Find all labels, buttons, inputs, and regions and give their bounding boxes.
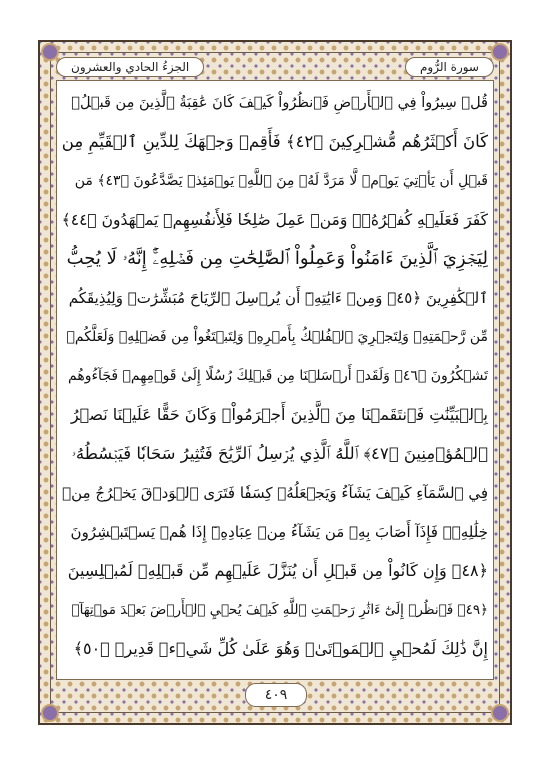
juz-name: الجزءُ الحادي والعشرون (56, 57, 204, 77)
text-line: كَانَ أَكۡثَرُهُم مُّشۡرِكِينَ ﴿٤٢﴾ فَأَقِمۡ وَجۡهَكَ لِلدِّينِ ٱلۡقَيِّمِ مِن (61, 132, 488, 151)
text-line: ٱلۡكَٰفِرِينَ ﴿٤٥﴾ وَمِنۡ ءَايَٰتِهِۦٓ أَن يُرۡسِلَ ٱلرِّيَاحَ مُبَشِّرَٰتٖ وَلِيُذِيقَكُم (68, 288, 488, 307)
page-number: ٤٠٩ (245, 683, 307, 707)
text-line: قُلۡ سِيرُواْ فِي ٱلۡأَرۡضِ فَٱنظُرُواْ كَيۡفَ كَانَ عَٰقِبَةُ ٱلَّذِينَ مِن قَبۡلُۚ (71, 94, 488, 111)
text-line: إِنَّ ذَٰلِكَ لَمُحۡيِ ٱلۡمَوۡتَىٰۖ وَهُوَ عَلَىٰ كُلِّ شَيۡءٖ قَدِيرٞ ﴿٥٠﴾ (73, 639, 488, 658)
text-line: خِلَٰلِهِۦۖ فَإِذَآ أَصَابَ بِهِۦ مَن يَشَآءُ مِنۡ عِبَادِهِۦٓ إِذَا هُمۡ يَسۡتَبۡشِرُونَ (70, 522, 488, 541)
corner-ornament-icon (41, 704, 59, 722)
text-line: كَفَرَ فَعَلَيۡهِ كُفۡرُهُۥۖ وَمَنۡ عَمِلَ صَٰلِحٗا فَلِأَنفُسِهِمۡ يَمۡهَدُونَ ﴿٤٤﴾ (61, 210, 488, 229)
text-line: تَشۡكُرُونَ ﴿٤٦﴾ وَلَقَدۡ أَرۡسَلۡنَا مِن قَبۡلِكَ رُسُلًا إِلَىٰ قَوۡمِهِمۡ فَجَآءُوهُم (68, 367, 488, 384)
text-line: ﴿٤٨﴾ وَإِن كَانُواْ مِن قَبۡلِ أَن يُنَزَّلَ عَلَيۡهِم مِّن قَبۡلِهِۦ لَمُبۡلِسِينَ (67, 561, 488, 580)
text-line: بِٱلۡبَيِّنَٰتِ فَٱنتَقَمۡنَا مِنَ ٱلَّذِينَ أَجۡرَمُواْۖ وَكَانَ حَقًّا عَلَيۡنَا نَصۡرُ (70, 405, 488, 424)
page-header (56, 54, 494, 80)
text-line: قَبۡلِ أَن يَأۡتِيَ يَوۡمٞ لَّا مَرَدَّ لَهُۥ مِنَ ٱللَّهِۖ يَوۡمَئِذٖ يَصَّدَّعُونَ ﴿٤٣﴾ مَن (74, 172, 488, 189)
text-line: لِيَجۡزِيَ ٱلَّذِينَ ءَامَنُواْ وَعَمِلُواْ ٱلصَّٰلِحَٰتِ مِن فَضۡلِهِۦٓۚ إِنَّهُۥ لَا يُحِبُّ (66, 248, 488, 269)
surah-name: سورة الرُّوم (405, 57, 494, 77)
quran-text (62, 84, 488, 676)
text-line: ٱلۡمُؤۡمِنِينَ ﴿٤٧﴾ ٱللَّهُ ٱلَّذِي يُرۡسِلُ ٱلرِّيَٰحَ فَتُثِيرُ سَحَابٗا فَيَبۡسُطُهُۥ (71, 443, 488, 463)
text-line: مِّن رَّحۡمَتِهِۦ وَلِتَجۡرِيَ ٱلۡفُلۡكُ بِأَمۡرِهِۦ وَلِتَبۡتَغُواْ مِن فَضۡلِهِۦ وَلَعَلَّكُمۡ (66, 328, 488, 345)
text-line: ﴿٤٩﴾ فَٱنظُرۡ إِلَىٰٓ ءَاثَٰرِ رَحۡمَتِ ٱللَّهِ كَيۡفَ يُحۡيِ ٱلۡأَرۡضَ بَعۡدَ مَوۡتِهَآۚ (71, 601, 488, 618)
text-line: فِي ٱلسَّمَآءِ كَيۡفَ يَشَآءُ وَيَجۡعَلُهُۥ كِسَفٗا فَتَرَى ٱلۡوَدۡقَ يَخۡرُجُ مِنۡ (62, 483, 488, 502)
corner-ornament-icon (491, 704, 509, 722)
